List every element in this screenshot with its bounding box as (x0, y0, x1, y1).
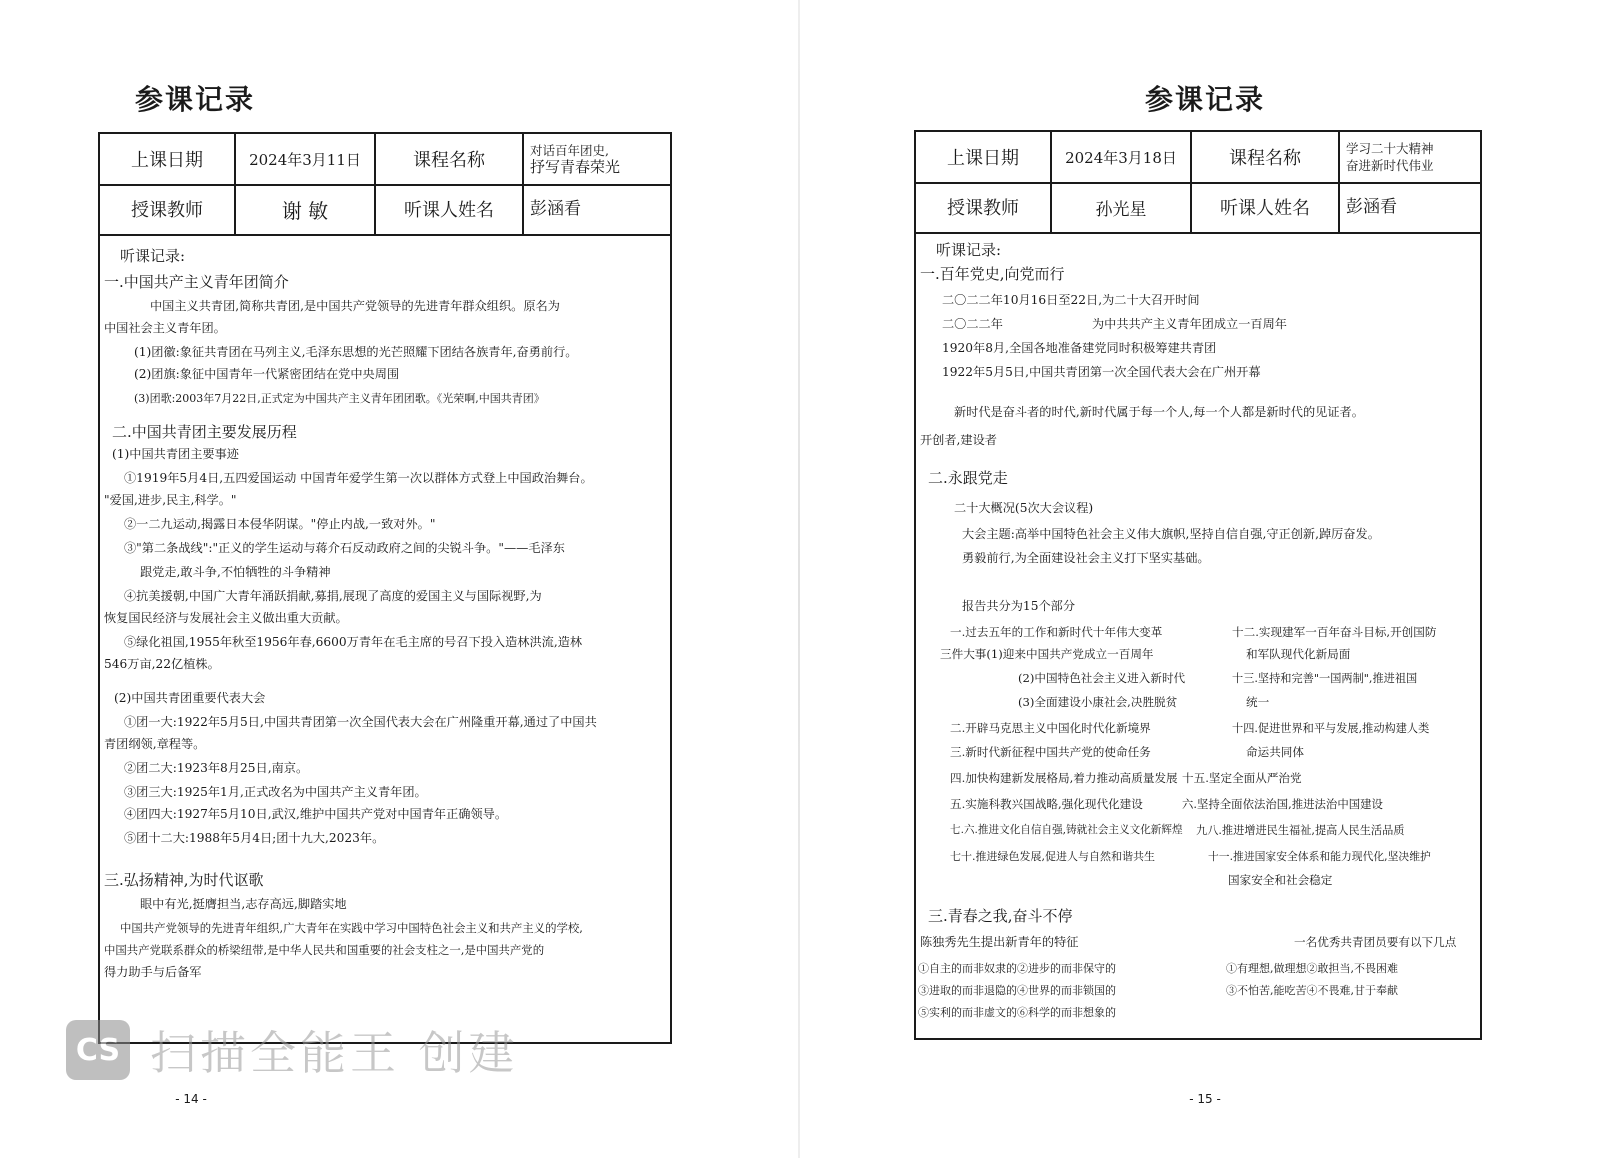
page-number: - 15 - (1189, 1092, 1221, 1106)
note-line: 开创者,建设者 (920, 433, 997, 447)
listener-label: 听课人姓名 (376, 184, 524, 234)
teacher-value: 孙光星 (1052, 182, 1192, 232)
note-line: 命运共同体 (1246, 745, 1304, 759)
note-line: 中国社会主义青年团。 (104, 321, 226, 335)
note-line: 二.开辟马克思主义中国化时代化新境界 (950, 721, 1151, 735)
section-heading: 二.中国共青团主要发展历程 (112, 423, 297, 441)
note-line: (1)团徽:象征共青团在马列主义,毛泽东思想的光芒照耀下团结各族青年,奋勇前行。 (134, 345, 578, 359)
course-value (1340, 132, 1480, 182)
note-line: (2)中国共青团重要代表大会 (114, 691, 266, 705)
note-line: ②一二九运动,揭露日本侵华阴谋。"停止内战,一致对外。" (124, 517, 436, 531)
note-line: 眼中有光,挺膺担当,志存高远,脚踏实地 (140, 897, 347, 911)
note-line: 1920年8月,全国各地准备建党同时积极筹建共青团 (942, 341, 1217, 355)
notes-heading: 听课记录: (936, 241, 1002, 259)
note-line: ①1919年5月4日,五四爱国运动 中国青年爱学生第一次以群体方式登上中国政治舞台。 (124, 471, 593, 485)
note-line: 和军队现代化新局面 (1246, 647, 1351, 661)
note-line: 二〇二二年10月16日至22日,为二十大召开时间 (942, 293, 1200, 307)
section-heading: 三.青春之我,奋斗不停 (928, 907, 1073, 925)
note-line: (2)中国特色社会主义进入新时代 (1018, 671, 1186, 685)
note-line: 七.六.推进文化自信自强,铸就社会主义文化新辉煌 (950, 824, 1183, 836)
note-line: (3)全面建设小康社会,决胜脱贫 (1018, 695, 1178, 709)
note-line: 二十大概况(5次大会议程) (954, 501, 1094, 515)
teacher-label: 授课教师 (916, 182, 1052, 232)
listener-value: 彭涵看 (530, 199, 581, 219)
page-title: 参课记录 (134, 83, 255, 116)
scanner-logo-icon: CS (66, 1020, 130, 1080)
note-line: 新时代是奋斗者的时代,新时代属于每一个人,每一个人都是新时代的见证者。 (954, 405, 1364, 419)
note-line: ⑤团十二大:1988年5月4日;团十九大,2023年。 (124, 831, 385, 845)
section-heading: 一.百年党史,向党而行 (920, 265, 1065, 283)
date-value: 2024年3月11日 (236, 134, 376, 184)
right-page (810, 0, 1600, 1158)
page-number: - 14 - (175, 1092, 207, 1106)
note-line: 为中共共产主义青年团成立一百周年 (1092, 317, 1287, 331)
note-line: 跟党走,敢斗争,不怕牺牲的斗争精神 (140, 565, 331, 579)
date-label: 上课日期 (916, 132, 1052, 182)
page-divider (798, 0, 800, 1158)
course-value-line-2: 奋进新时代伟业 (1346, 158, 1434, 173)
notes-heading: 听课记录: (120, 247, 186, 265)
course-label: 课程名称 (376, 134, 524, 184)
course-label: 课程名称 (1192, 132, 1340, 182)
note-line: ①有理想,做理想②敢担当,不畏困难 (1226, 962, 1398, 975)
note-line: ①团一大:1922年5月5日,中国共青团第一次全国代表大会在广州隆重开幕,通过了中国共 (124, 715, 597, 729)
lecture-notes (100, 236, 670, 1042)
note-line: 二〇二二年 (942, 317, 1003, 331)
note-line: (2)团旗:象征中国青年一代紧密团结在党中央周围 (134, 367, 400, 381)
left-page (0, 0, 790, 1158)
course-value (524, 134, 670, 184)
note-line: 大会主题:高举中国特色社会主义伟大旗帜,坚持自信自强,守正创新,踔厉奋发。 (962, 527, 1380, 541)
note-line: ③不怕苦,能吃苦④不畏难,甘于奉献 (1226, 984, 1398, 997)
note-line: ⑤绿化祖国,1955年秋至1956年春,6600万青年在毛主席的号召下投入造林洪流,造林 (124, 635, 583, 649)
watermark-text: 扫描全能王 创建 (150, 1026, 519, 1080)
note-line: 十一.推进国家安全体系和能力现代化,坚决维护 (1208, 850, 1431, 863)
note-line: 十二.实现建军一百年奋斗目标,开创国防 (1232, 625, 1437, 639)
listener-value: 彭涵看 (1346, 197, 1397, 217)
record-sheet (914, 130, 1482, 1040)
note-line: 一.过去五年的工作和新时代十年伟大变革 (950, 625, 1163, 639)
teacher-label: 授课教师 (100, 184, 236, 234)
scanner-watermark (66, 1020, 519, 1080)
note-line: 十三.坚持和完善"一国两制",推进祖国 (1232, 672, 1418, 685)
note-line: ④团四大:1927年5月10日,武汉,维护中国共产党对中国青年正确领导。 (124, 807, 508, 821)
note-line: 得力助手与后备军 (104, 965, 202, 979)
date-label: 上课日期 (100, 134, 236, 184)
note-line: 一名优秀共青团员要有以下几点 (1294, 935, 1457, 949)
note-line: 中国共产党联系群众的桥梁纽带,是中华人民共和国重要的社会支柱之一,是中国共产党的 (104, 943, 545, 957)
header-row-1 (100, 134, 670, 186)
note-line: 勇毅前行,为全面建设社会主义打下坚实基础。 (962, 551, 1210, 565)
course-value-line-1: 学习二十大精神 (1346, 141, 1434, 156)
note-line: ④抗美援朝,中国广大青年涌跃捐献,募捐,展现了高度的爱国主义与国际视野,为 (124, 589, 542, 603)
note-line: 恢复国民经济与发展社会主义做出重大贡献。 (104, 611, 348, 625)
note-line: ③"第二条战线":"正义的学生运动与蒋介石反动政府之间的尖锐斗争。"——毛泽东 (124, 541, 565, 555)
course-value-line-1: 对话百年团史, (530, 143, 609, 158)
section-heading: 二.永跟党走 (928, 469, 1008, 487)
note-line: 三.新时代新征程中国共产党的使命任务 (950, 745, 1151, 759)
teacher-value: 谢 敏 (236, 184, 376, 234)
header-row-1 (916, 132, 1480, 184)
date-value: 2024年3月18日 (1052, 132, 1192, 182)
note-line: ③团三大:1925年1月,正式改名为中国共产主义青年团。 (124, 785, 427, 799)
note-line: 报告共分为15个部分 (962, 599, 1076, 613)
section-heading: 一.中国共产主义青年团简介 (104, 273, 289, 291)
note-line: "爱国,进步,民主,科学。" (104, 493, 237, 507)
note-line: 十五.坚定全面从严治党 (1182, 771, 1302, 785)
note-line: 四.加快构建新发展格局,着力推动高质量发展 (950, 771, 1178, 785)
note-line: ②团二大:1923年8月25日,南京。 (124, 761, 309, 775)
header-row-2 (100, 184, 670, 236)
section-heading: 三.弘扬精神,为时代讴歌 (104, 871, 264, 889)
note-line: 五.实施科教兴国战略,强化现代化建设 (950, 797, 1143, 811)
note-line: 六.坚持全面依法治国,推进法治中国建设 (1182, 797, 1383, 811)
note-line: 国家安全和社会稳定 (1228, 873, 1333, 887)
note-line: (3)团歌:2003年7月22日,正式定为中国共产主义青年团团歌。《光荣啊,中国共青团》 (134, 392, 545, 405)
note-line: 七十.推进绿色发展,促进人与自然和谐共生 (950, 850, 1155, 863)
note-line: ⑤实利的而非虚文的⑥科学的而非想象的 (918, 1006, 1116, 1019)
listener-label: 听课人姓名 (1192, 182, 1340, 232)
note-line: 三件大事(1)迎来中国共产党成立一百周年 (940, 647, 1154, 661)
lecture-notes (916, 234, 1480, 1038)
record-sheet (98, 132, 672, 1044)
note-line: 中国共产党领导的先进青年组织,广大青年在实践中学习中国特色社会主义和共产主义的学校, (120, 921, 583, 935)
note-line: 546万亩,22亿植株。 (104, 657, 220, 671)
note-line: 中国主义共青团,简称共青团,是中国共产党领导的先进青年群众组织。原名为 (150, 299, 560, 313)
note-line: ①自主的而非奴隶的②进步的而非保守的 (918, 962, 1116, 975)
note-line: 青团纲领,章程等。 (104, 737, 206, 751)
note-line: 1922年5月5日,中国共青团第一次全国代表大会在广州开幕 (942, 365, 1261, 379)
header-row-2 (916, 182, 1480, 234)
note-line: 陈独秀先生提出新青年的特征 (920, 935, 1079, 949)
note-line: 九八.推进增进民生福祉,提高人民生活品质 (1196, 824, 1405, 837)
note-line: ③进取的而非退隐的④世界的而非锁国的 (918, 984, 1116, 997)
note-line: (1)中国共青团主要事迹 (112, 447, 239, 461)
note-line: 统一 (1246, 695, 1270, 709)
course-value-line-2: 抒写青春荣光 (530, 158, 621, 176)
note-line: 十四.促进世界和平与发展,推动构建人类 (1232, 722, 1430, 735)
page-title: 参课记录 (1144, 83, 1265, 116)
